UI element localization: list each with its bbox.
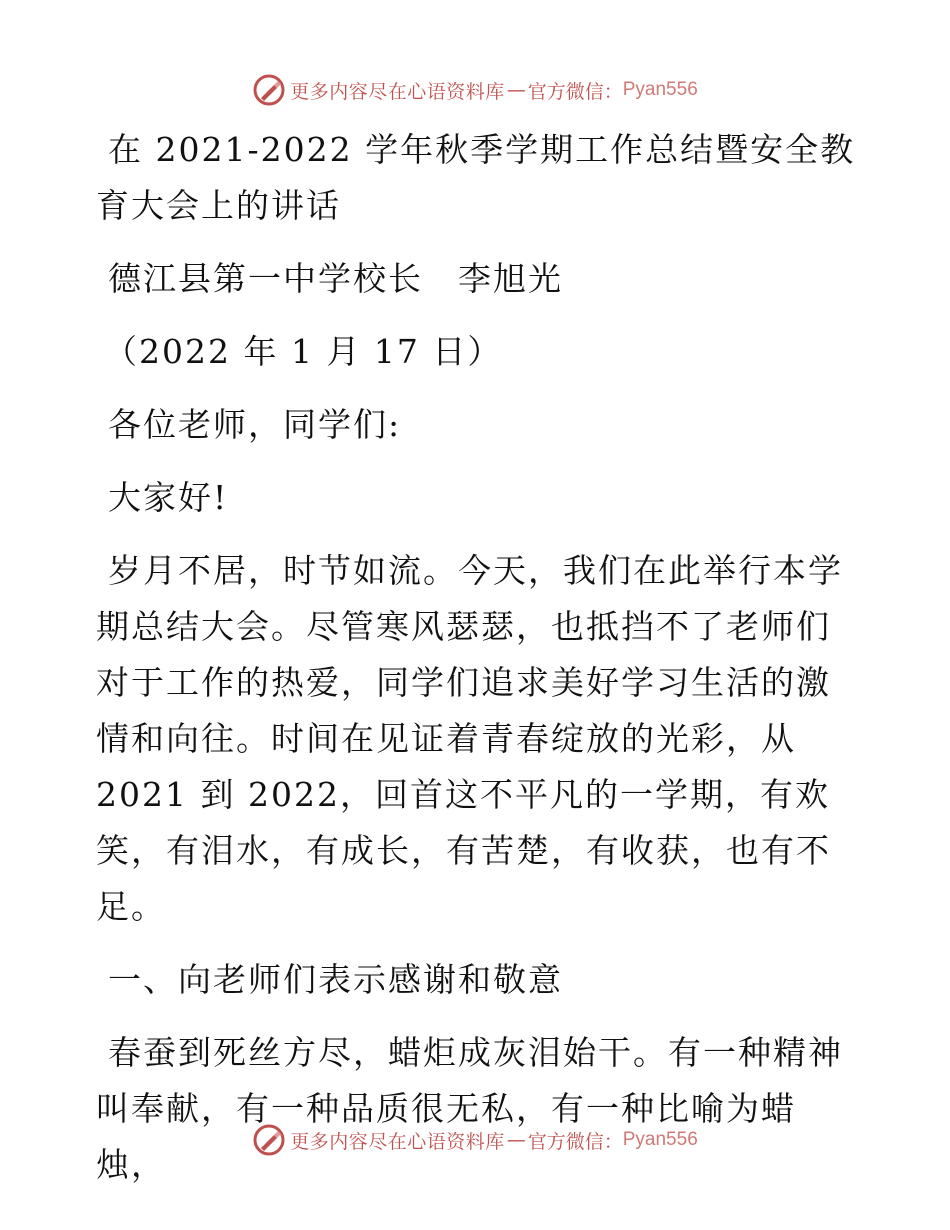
- pen-logo-icon: [252, 73, 286, 107]
- document-author: 德江县第一中学校长 李旭光: [108, 259, 563, 298]
- watermark-label: 官方微信：: [527, 1130, 623, 1153]
- document-paragraph-2: 春蚕到死丝方尽，蜡炬成灰泪始干。有一种精神叫奉献，有一种品质很无私，有一种比喻为蜡烛，: [96, 1033, 843, 1184]
- watermark-label: 官方微信：: [527, 80, 623, 103]
- document-greeting: 大家好!: [108, 478, 229, 517]
- document-date: （2022 年 1 月 17 日）: [104, 332, 503, 371]
- pen-logo-icon: [252, 1123, 286, 1157]
- document-salutation: 各位老师，同学们:: [108, 405, 402, 444]
- document-body: [96, 122, 856, 1210]
- document-paragraph-1: 岁月不居，时节如流。今天，我们在此举行本学期总结大会。尽管寒风瑟瑟，也抵挡不了老师们对于工作的热爱，同学们追求美好学习生活的激情和向往。时间在见证着青春绽放的光彩，从 2021 到 2022，回首这不平凡的一学期，有欢笑，有泪水，有成长，有苦楚，有收获，也有不足。: [96, 551, 843, 926]
- watermark-dash: —: [506, 79, 526, 101]
- watermark-wechat-id: Pyan556: [622, 79, 698, 100]
- watermark-dash: —: [506, 1129, 526, 1151]
- watermark-header: [0, 70, 950, 110]
- watermark-wechat-id: Pyan556: [622, 1129, 698, 1150]
- document-title: 在 2021-2022 学年秋季学期工作总结暨安全教育大会上的讲话: [96, 130, 856, 225]
- watermark-brand: 更多内容尽在心语资料库: [290, 1130, 505, 1153]
- section-heading-1: 一、向老师们表示感谢和敬意: [108, 960, 563, 999]
- watermark-brand: 更多内容尽在心语资料库: [290, 80, 505, 103]
- watermark-footer: [0, 1120, 950, 1160]
